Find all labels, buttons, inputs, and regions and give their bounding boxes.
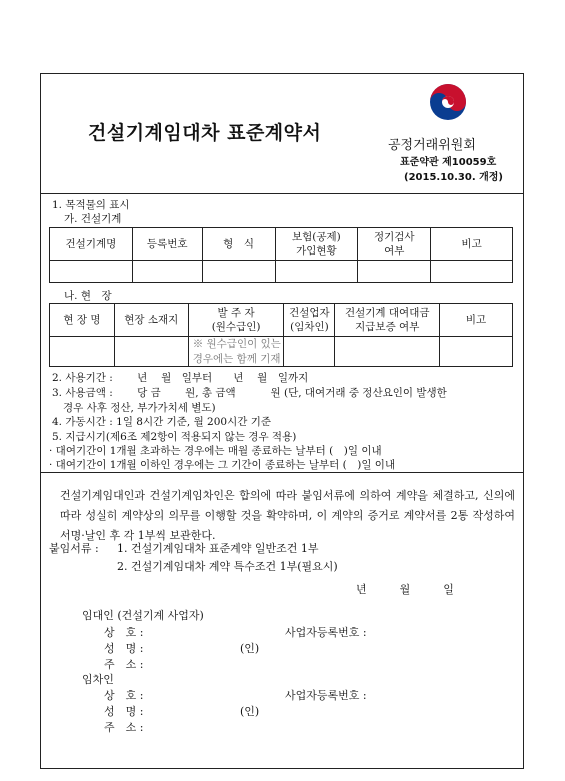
col-header-type: 형 식 — [202, 228, 275, 261]
attachment-item-2: 2. 건설기계임대차 계약 특수조건 1부(필요시) — [117, 560, 338, 573]
lessee-company-label: 상 호 : — [104, 689, 144, 702]
payment-under-month: · 대여기간이 1개월 이하인 경우에는 그 기간이 종료하는 날부터 ( )일 이내 — [49, 459, 396, 471]
cell-type[interactable] — [202, 261, 275, 283]
usage-amount-note: 경우 사후 정산, 부가가치세 별도) — [63, 402, 216, 414]
cell-reg-number[interactable] — [132, 261, 202, 283]
lessor-reg-no-label: 사업자등록번호 : — [285, 626, 367, 639]
cell-site-remarks[interactable] — [440, 337, 513, 367]
col-header-inspection: 정기검사 여부 — [358, 228, 431, 261]
cell-site-name[interactable] — [50, 337, 115, 367]
lessor-name-label: 성 명 : — [104, 642, 144, 655]
usage-period: 2. 사용기간 : 년 월 일부터 년 월 일까지 — [52, 372, 309, 384]
lessee-address-label: 주 소 : — [104, 721, 144, 734]
payment-timing: 5. 지급시기(제6조 제2항이 적용되지 않는 경우 적용) — [52, 431, 297, 443]
cell-contractor[interactable] — [284, 337, 335, 367]
cell-insurance[interactable] — [275, 261, 358, 283]
lessor-address-label: 주 소 : — [104, 658, 144, 671]
col-header-site-remarks: 비고 — [440, 304, 513, 337]
col-header-contractor: 건설업자 (임차인) — [284, 304, 335, 337]
attachment-item-1: 1. 건설기계임대차 표준계약 일반조건 1부 — [117, 542, 319, 555]
col-header-insurance: 보험(공제) 가입현황 — [275, 228, 358, 261]
lessee-heading: 임차인 — [82, 673, 114, 686]
site-table — [49, 303, 513, 367]
lessor-heading: 임대인 (건설기계 사업자) — [82, 609, 204, 622]
attachments-label: 붙임서류 : — [49, 542, 99, 555]
standard-number: 표준약관 제10059호 — [400, 157, 497, 168]
lessee-reg-no-label: 사업자등록번호 : — [285, 689, 367, 702]
subheading-site: 나. 현 장 — [64, 290, 112, 302]
agreement-paragraph: 건설기계임대인과 건설기계임차인은 합의에 따라 붙임서류에 의하여 계약을 체결하고, 신의에 따라 성실히 계약상의 의무를 이행할 것을 확약하며, 이 계약의 증거로 계약서를 2통 작성하여 서명·날인 후 각 1부씩 보관한다. — [60, 489, 515, 542]
payment-over-month: · 대여기간이 1개월 초과하는 경우에는 매월 종료하는 날부터 ( )일 이내 — [49, 445, 382, 457]
equipment-table — [49, 227, 513, 283]
lessor-seal[interactable]: (인) — [240, 642, 260, 655]
col-header-site-location: 현장 소재지 — [114, 304, 188, 337]
lessor-company-label: 상 호 : — [104, 626, 144, 639]
lessee-name-label: 성 명 : — [104, 705, 144, 718]
lessee-seal[interactable]: (인) — [240, 705, 260, 718]
col-header-payment-guarantee: 건설기계 대여대금 지급보증 여부 — [335, 304, 440, 337]
cell-site-location[interactable] — [114, 337, 188, 367]
col-header-site-name: 현 장 명 — [50, 304, 115, 337]
col-header-orderer: 발 주 자 (원수급인) — [188, 304, 284, 337]
section-heading-object: 1. 목적물의 표시 — [52, 199, 130, 211]
government-logo-icon — [428, 82, 468, 122]
subheading-equipment: 가. 건설기계 — [64, 213, 122, 225]
col-header-equipment-name: 건설기계명 — [50, 228, 133, 261]
organization-name: 공정거래위원회 — [388, 138, 476, 153]
cell-payment-guarantee[interactable] — [335, 337, 440, 367]
header-divider — [40, 193, 524, 194]
usage-amount: 3. 사용금액 : 당 금 원, 총 금액 원 (단, 대여거래 중 정산요인이 발생한 — [52, 387, 447, 399]
col-header-remarks: 비고 — [431, 228, 513, 261]
cell-equipment-name[interactable] — [50, 261, 133, 283]
cell-inspection[interactable] — [358, 261, 431, 283]
cell-remarks[interactable] — [431, 261, 513, 283]
orderer-note[interactable]: ※ 원수급인이 있는 경우에는 함께 기재 — [188, 337, 284, 367]
standard-date: (2015.10.30. 개정) — [404, 172, 504, 183]
section-divider — [40, 472, 524, 473]
contract-date[interactable]: 년 월 일 — [356, 583, 454, 596]
operating-hours: 4. 가동시간 : 1일 8시간 기준, 월 200시간 기준 — [52, 416, 271, 428]
document-title: 건설기계임대차 표준계약서 — [88, 122, 322, 144]
col-header-reg-number: 등록번호 — [132, 228, 202, 261]
